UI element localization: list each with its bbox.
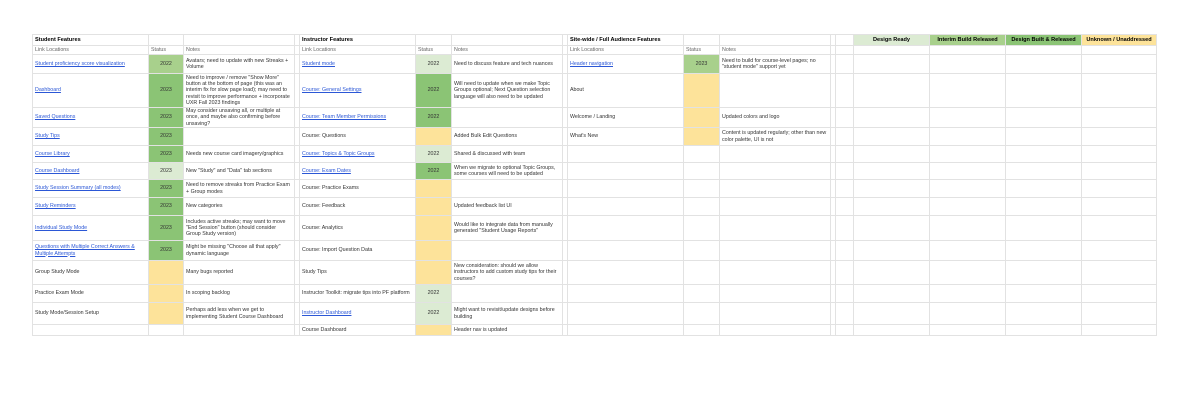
instructor-status-cell: 2022 [416,55,452,74]
student-feature-cell[interactable] [33,108,149,128]
sitewide-status-cell [684,241,720,261]
table-row [33,198,1157,216]
student-feature-name: Practice Exam Mode [35,290,84,297]
student-link-locations-header: Link Locations [33,46,149,55]
student-feature-cell[interactable] [33,180,149,198]
sitewide-notes-cell [720,261,831,285]
student-feature-cell[interactable] [33,74,149,108]
student-status-cell [149,325,184,336]
sitewide-notes-cell: Content is updated regularly; other than new color palette, UI is not [720,128,831,146]
sitewide-notes-cell [720,146,831,163]
instructor-feature-cell [300,180,416,198]
table-row [33,216,1157,241]
sitewide-status-cell [684,146,720,163]
student-feature-cell[interactable] [33,55,149,74]
student-notes-cell: Avatars; need to update with new Streaks + Volume [184,55,295,74]
sitewide-feature-cell [568,74,684,108]
table-row [33,261,1157,285]
sitewide-notes-cell [720,285,831,303]
student-feature-name[interactable]: Study Tips [35,133,60,140]
student-status-cell: 2022 [149,55,184,74]
instructor-notes-cell: Would like to integrate data from manually generated "Student Usage Reports" [452,216,563,241]
instructor-feature-cell [300,325,416,336]
instructor-status-cell [416,261,452,285]
table-row [33,128,1157,146]
instructor-status-cell: 2022 [416,74,452,108]
instructor-notes-cell: Might want to revisit/update designs before building [452,303,563,325]
instructor-feature-cell [300,285,416,303]
sitewide-status-cell [684,74,720,108]
student-feature-name[interactable]: Course Dashboard [35,167,80,174]
instructor-feature-name: Course Dashboard [302,326,347,333]
student-notes-cell [184,325,295,336]
instructor-status-cell: 2022 [416,303,452,325]
instructor-status-cell: 2022 [416,146,452,163]
instructor-notes-cell: Will need to update when we make Topic Groups optional; Next Question selection language will also need to be updated [452,74,563,108]
student-status-cell [149,261,184,285]
section-header-row [33,35,1157,46]
sitewide-status-cell [684,325,720,336]
instructor-status-cell [416,325,452,336]
student-status-cell: 2023 [149,74,184,108]
sitewide-feature-cell [568,163,684,180]
table-row [33,180,1157,198]
instructor-feature-cell [300,216,416,241]
student-feature-name[interactable]: Individual Study Mode [35,224,88,231]
instructor-feature-cell [300,128,416,146]
legend-design-ready: Design Ready [854,35,930,46]
instructor-status-cell [416,241,452,261]
instructor-status-header: Status [416,46,452,55]
student-status-cell: 2023 [149,108,184,128]
instructor-status-cell [416,216,452,241]
sitewide-status-cell [684,285,720,303]
instructor-notes-cell: Header nav is updated [452,325,563,336]
instructor-feature-name: Course: Practice Exams [302,185,359,192]
student-feature-name[interactable]: Study Reminders [35,203,76,210]
student-feature-cell[interactable] [33,241,149,261]
student-feature-cell[interactable] [33,198,149,216]
table-row [33,108,1157,128]
student-feature-name[interactable]: Dashboard [35,87,61,94]
student-feature-cell[interactable] [33,163,149,180]
sitewide-status-cell [684,163,720,180]
sitewide-feature-cell [568,216,684,241]
student-status-cell: 2023 [149,128,184,146]
sitewide-feature-cell [568,261,684,285]
instructor-status-cell [416,198,452,216]
legend-design-built-released: Design Built & Released [1006,35,1082,46]
instructor-status-cell: 2022 [416,163,452,180]
column-header-row [33,46,1157,55]
student-feature-name[interactable]: Questions with Multiple Correct Answers & Multiple Attempts [35,244,135,257]
instructor-feature-cell[interactable] [300,163,416,180]
student-notes-cell: New "Study" and "Data" tab sections [184,163,295,180]
sitewide-feature-name[interactable]: Header navigation [570,60,613,67]
sitewide-feature-cell [568,241,684,261]
student-feature-cell [33,285,149,303]
student-notes-cell: In scoping backlog [184,285,295,303]
student-status-cell: 2023 [149,163,184,180]
student-feature-cell[interactable] [33,128,149,146]
student-status-header: Status [149,46,184,55]
instructor-feature-name: Course: Analytics [302,224,343,231]
table-row [33,74,1157,108]
instructor-feature-name: Course: Import Question Data [302,247,373,254]
instructor-status-cell [416,128,452,146]
sitewide-feature-cell [568,198,684,216]
instructor-notes-cell [452,180,563,198]
student-status-cell [149,303,184,325]
sitewide-feature-name: What's New [570,133,599,140]
instructor-notes-header: Notes [452,46,563,55]
sitewide-status-cell [684,261,720,285]
table-row [33,55,1157,74]
table-row [33,241,1157,261]
instructor-status-cell: 2022 [416,108,452,128]
student-feature-cell[interactable] [33,146,149,163]
student-notes-cell: Might be missing "Choose all that apply" dynamic language [184,241,295,261]
table-row [33,146,1157,163]
instructor-feature-cell[interactable] [300,55,416,74]
student-feature-name[interactable]: Study Session Summary (all modes) [35,185,121,192]
instructor-feature-name[interactable]: Course: Exam Dates [302,167,351,174]
student-status-cell: 2023 [149,180,184,198]
sitewide-notes-cell [720,74,831,108]
student-feature-cell [33,325,149,336]
instructor-notes-cell [452,285,563,303]
instructor-link-locations-header: Link Locations [300,46,416,55]
sitewide-status-cell [684,108,720,128]
student-notes-cell: Need to improve / remove "Show More" button at the bottom of page (this was an interim fix for slow page load); may need to revisit to improve performance + incorporate UXR Fall 2023 findings [184,74,295,108]
instructor-notes-cell [452,241,563,261]
table-row [33,325,1157,336]
student-feature-cell[interactable] [33,216,149,241]
sitewide-notes-cell [720,198,831,216]
instructor-feature-cell [300,198,416,216]
instructor-feature-cell[interactable] [300,303,416,325]
instructor-status-cell: 2022 [416,285,452,303]
sitewide-notes-cell [720,241,831,261]
sitewide-feature-cell [568,303,684,325]
instructor-notes-cell: Updated feedback list UI [452,198,563,216]
instructor-section-title: Instructor Features [300,35,416,46]
sitewide-notes-cell [720,303,831,325]
sitewide-feature-cell [568,180,684,198]
student-notes-cell [184,128,295,146]
student-notes-cell: Perhaps add less when we get to implementing Student Course Dashboard [184,303,295,325]
table-row [33,303,1157,325]
student-notes-cell: Includes active streaks; may want to move "End Session" button (should consider Group Study version) [184,216,295,241]
sitewide-feature-cell [568,128,684,146]
student-feature-cell [33,261,149,285]
student-notes-cell: Many bugs reported [184,261,295,285]
table-row [33,163,1157,180]
instructor-feature-name: Instructor Toolkit: migrate tips into PF platform [302,290,410,297]
legend-interim-build-released: Interim Build Released [930,35,1006,46]
student-feature-name[interactable]: Saved Questions [35,114,76,121]
sitewide-feature-name: Welcome / Landing [570,114,616,121]
sitewide-notes-cell [720,163,831,180]
sitewide-status-cell [684,198,720,216]
student-notes-header: Notes [184,46,295,55]
student-status-cell: 2023 [149,216,184,241]
sitewide-notes-cell: Updated colors and logo [720,108,831,128]
sitewide-status-cell: 2023 [684,55,720,74]
sitewide-status-header: Status [684,46,720,55]
instructor-notes-cell: Need to discuss feature and tech nuances [452,55,563,74]
instructor-notes-cell: When we migrate to optional Topic Groups, some courses will need to be updated [452,163,563,180]
student-notes-cell: May consider unsaving all, or multiple at once, and maybe also confirming before unsaving? [184,108,295,128]
sitewide-status-cell [684,180,720,198]
student-notes-cell: Needs new course card imagery/graphics [184,146,295,163]
sitewide-feature-cell [568,285,684,303]
instructor-feature-name: Study Tips [302,269,327,276]
instructor-feature-cell [300,261,416,285]
sitewide-notes-cell: Need to build for course-level pages; no "student mode" support yet [720,55,831,74]
sitewide-section-title: Site-wide / Full Audience Features [568,35,684,46]
student-feature-name[interactable]: Course Library [35,150,70,157]
instructor-notes-cell: New consideration: should we allow instructors to add custom study tips for their courses? [452,261,563,285]
sitewide-feature-cell [568,146,684,163]
sitewide-feature-name: About [570,87,584,94]
sitewide-feature-cell [568,325,684,336]
instructor-feature-cell [300,241,416,261]
student-feature-cell [33,303,149,325]
student-section-title: Student Features [33,35,149,46]
instructor-feature-name: Course: Feedback [302,203,346,210]
table-row [33,285,1157,303]
instructor-feature-name[interactable]: Course: Topics & Topic Groups [302,150,375,157]
student-status-cell [149,285,184,303]
instructor-feature-name: Course: Questions [302,133,346,140]
sitewide-feature-cell [568,108,684,128]
instructor-feature-name[interactable]: Instructor Dashboard [302,310,352,317]
student-status-cell: 2023 [149,146,184,163]
sitewide-notes-cell [720,325,831,336]
sitewide-status-cell [684,303,720,325]
sitewide-status-cell [684,128,720,146]
sitewide-link-locations-header: Link Locations [568,46,684,55]
sitewide-notes-cell [720,180,831,198]
instructor-notes-cell [452,108,563,128]
student-feature-name: Study Mode/Session Setup [35,310,99,317]
instructor-feature-name[interactable]: Student mode [302,60,335,67]
instructor-notes-cell: Shared & discussed with team [452,146,563,163]
sitewide-status-cell [684,216,720,241]
student-status-cell: 2023 [149,241,184,261]
instructor-feature-cell[interactable] [300,108,416,128]
legend-unknown-unaddressed: Unknown / Unaddressed [1082,35,1157,46]
sitewide-notes-cell [720,216,831,241]
student-feature-name[interactable]: Student proficiency score visualization [35,60,125,67]
instructor-status-cell [416,180,452,198]
instructor-feature-cell[interactable] [300,146,416,163]
instructor-feature-name[interactable]: Course: Team Member Permissions [302,114,387,121]
student-status-cell: 2023 [149,198,184,216]
student-feature-name: Group Study Mode [35,269,80,276]
student-notes-cell: New categories [184,198,295,216]
sitewide-feature-cell[interactable] [568,55,684,74]
sitewide-notes-header: Notes [720,46,831,55]
feature-status-spreadsheet [32,34,1157,336]
instructor-feature-cell[interactable] [300,74,416,108]
student-notes-cell: Need to remove streaks from Practice Exam + Group modes [184,180,295,198]
instructor-notes-cell: Added Bulk Edit Questions [452,128,563,146]
instructor-feature-name[interactable]: Course: General Settings [302,87,362,94]
